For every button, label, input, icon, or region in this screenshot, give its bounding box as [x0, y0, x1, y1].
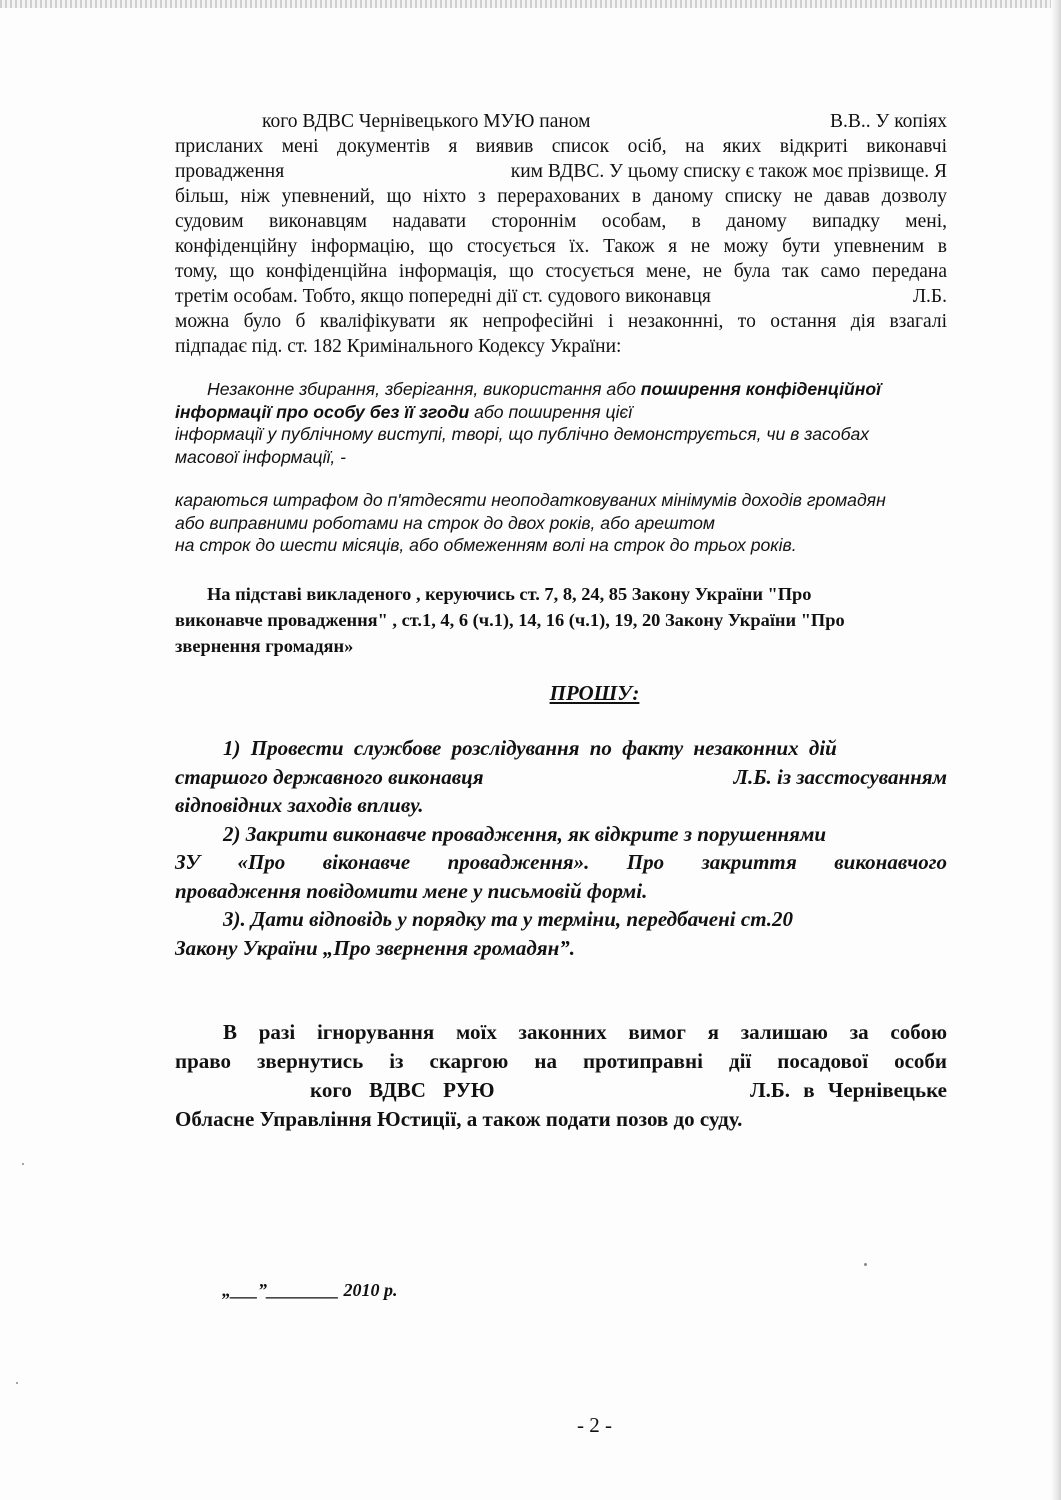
legal-quote-part-2 [175, 489, 965, 557]
request-2-line-3 [175, 877, 947, 906]
paragraph-line-5 [175, 209, 947, 234]
text-segment: присланих мені документів я виявив список осіб, на яких відкриті виконавчі [175, 136, 947, 157]
paragraph-line-1 [175, 109, 947, 134]
scan-edge-right [1051, 0, 1061, 1500]
quote-emphasis: інформації про особу без її згоди [175, 401, 470, 422]
request-text: ЗУ «Про віконавче провадження». Про закриття виконавчого [175, 850, 947, 874]
quote-text: або поширення цієї [469, 401, 633, 422]
quote-line: караються штрафом до п'ятдесяти неоподатковуваних мінімумів доходів громадян [175, 490, 886, 510]
legal-quote-part-1 [175, 378, 965, 468]
request-3-line-1 [175, 905, 947, 934]
text-segment: більш, ніж упевнений, що ніхто з перерахованих в даному списку не давав дозволу [175, 186, 947, 207]
paragraph-line-7 [175, 259, 947, 284]
paragraph-line-4 [175, 184, 947, 209]
scan-speck [16, 1382, 18, 1384]
final-text: право звернутись із скаргою на протиправні дії посадової особи [175, 1049, 947, 1073]
final-line-3 [175, 1076, 947, 1105]
text-segment: Л.Б. [912, 286, 947, 307]
scan-speck [864, 1263, 867, 1266]
text-segment: можна було б кваліфікувати як непрофесійні і незаконнні, то остання дія взагалі [175, 311, 947, 332]
quote-line: інформації у публічному виступі, творі, що публічно демонструється, чи в засобах [175, 424, 870, 444]
request-text: старшого державного виконавця [175, 764, 484, 789]
scan-edge-top [0, 0, 1061, 8]
paragraph-line-2 [175, 134, 947, 159]
basis-line: виконавче провадження" , ст.1, 4, 6 (ч.1), 14, 16 (ч.1), 19, 20 Закону України "Про [175, 610, 845, 630]
request-text: відповідних заходів впливу. [175, 793, 424, 817]
request-text: 1) Провести службове розслідування по факту незаконних дій [223, 736, 837, 760]
quote-line [175, 378, 965, 401]
request-2-line-1 [175, 820, 947, 849]
final-text: кого ВДВС РУЮ [310, 1078, 495, 1102]
text-segment: ким ВДВС. У цьому списку є також моє прізвище. Я [510, 161, 947, 182]
quote-emphasis: поширення конфіденційної [640, 379, 882, 399]
final-line-2 [175, 1047, 947, 1076]
text-segment: тому, що конфіденційна інформація, що стосується мене, не була так само передана [175, 261, 947, 282]
request-1-line-3 [175, 791, 947, 820]
request-text: 3). Дати відповідь у порядку та у терміни, передбачені ст.20 [223, 907, 794, 931]
quote-line: або виправними роботами на строк до двох років, або арештом [175, 512, 715, 533]
request-text: Л.Б. із засстосуванням [733, 764, 947, 789]
request-text: провадження повідомити мене у письмовій формі. [175, 878, 648, 903]
paragraph-line-3 [175, 159, 947, 184]
text-segment: судовим виконавцям надавати стороннім особам, в даному випадку мені, [175, 211, 947, 232]
quote-text: Незаконне збирання, зберігання, використання або [207, 379, 641, 399]
page-number: - 2 - [577, 1413, 612, 1437]
legal-basis [175, 581, 965, 659]
date-line: „___”________ 2010 р. [222, 1280, 398, 1300]
request-list [175, 734, 947, 962]
request-1-line-2 [175, 763, 947, 792]
basis-line: звернення громадян» [175, 636, 354, 656]
text-segment: конфіденційну інформацію, що стосується їх. Також я не можу бути упевненим в [175, 236, 947, 257]
quote-line [175, 401, 965, 424]
quote-line: масової інформації, - [175, 446, 347, 467]
basis-line: На підставі викладеного , керуючись ст. 7, 8, 24, 85 Закону України "Про [207, 584, 812, 604]
paragraph-line-9 [175, 309, 947, 334]
paragraph-line-6 [175, 234, 947, 259]
final-line-4 [175, 1105, 947, 1134]
text-segment: В.В.. У копіях [830, 111, 947, 132]
quote-line: на строк до шести місяців, або обмеженням волі на строк до трьох років. [175, 535, 797, 555]
text-segment: підпадає під. ст. 182 Кримінального Кодексу України: [175, 336, 622, 357]
paragraph-line-8 [175, 284, 947, 309]
final-text: В разі ігнорування моїх законних вимог я залишаю за собою [223, 1020, 947, 1044]
request-1-line-1 [175, 734, 947, 763]
scan-speck [22, 1163, 24, 1165]
text-segment: третім особам. Тобто, якщо попередні дії ст. судового виконавця [175, 286, 711, 307]
final-paragraph [175, 1018, 947, 1134]
text-segment: кого ВДВС Чернівецького МУЮ паном [262, 111, 591, 132]
request-text: 2) Закрити виконавче провадження, як відкрите з порушеннями [223, 821, 827, 846]
final-text: Обласне Управління Юстиції, а також подати позов до суду. [175, 1107, 743, 1131]
final-text: Л.Б. в Чернівецьке [750, 1078, 947, 1102]
paragraph-line-10 [175, 334, 947, 359]
request-3-line-2 [175, 934, 947, 963]
text-segment: провадження [175, 161, 285, 182]
request-heading: ПРОШУ: [549, 681, 640, 705]
request-2-line-2 [175, 848, 947, 877]
final-line-1 [175, 1018, 947, 1047]
request-text: Закону України „Про звернення громадян”. [175, 935, 575, 960]
